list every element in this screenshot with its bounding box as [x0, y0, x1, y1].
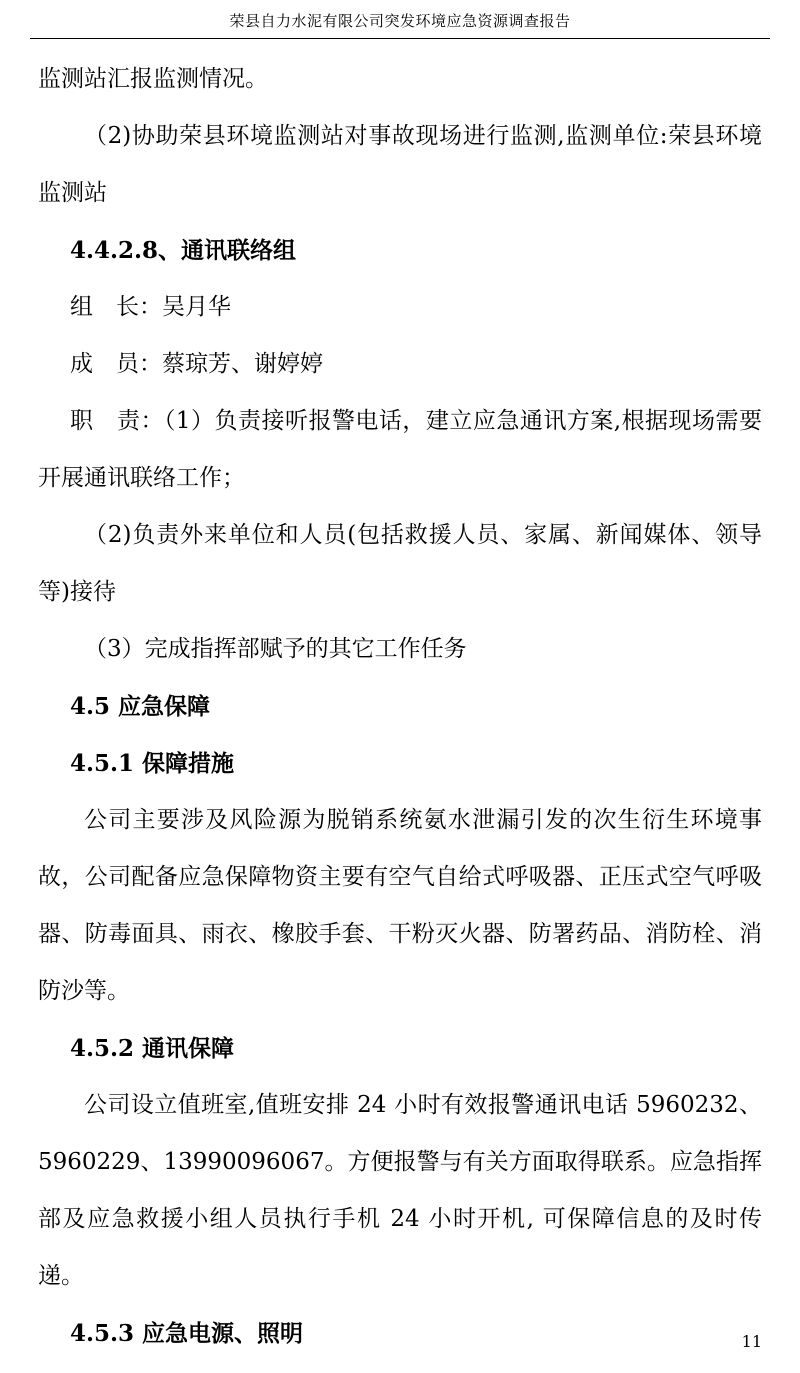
paragraph: 成 员：蔡琼芳、谢婷婷	[70, 351, 323, 377]
paragraph: （3）完成指挥部赋予的其它工作任务	[84, 636, 467, 662]
paragraph: （2)负责外来单位和人员(包括救援人员、家属、新闻媒体、领导等)接待	[38, 522, 762, 605]
page-header	[30, 0, 770, 36]
paragraph: 组 长：吴月华	[70, 294, 231, 320]
page-number: 11	[741, 1332, 762, 1351]
paragraph: 公司设立值班室,值班安排 24 小时有效报警通讯电话 5960232、5960229、13990096067。方便报警与有关方面取得联系。应急指挥部及应急救援小组人员执行手机 24 小时开机, 可保障信息的及时传递。	[38, 1092, 762, 1289]
paragraph: 职 责：（1）负责接听报警电话，建立应急通讯方案,根据现场需要开展通讯联络工作；	[38, 408, 762, 491]
section-heading: 4.5.2 通讯保障	[70, 1035, 235, 1062]
section-heading: 4.5.3 应急电源、照明	[70, 1320, 304, 1347]
header-title: 荣县自力水泥有限公司突发环境应急资源调查报告	[229, 12, 571, 30]
paragraph: （2)协助荣县环境监测站对事故现场进行监测,监测单位:荣县环境监测站	[38, 123, 762, 206]
paragraph: 公司主要涉及风险源为脱销系统氨水泄漏引发的次生衍生环境事故，公司配备应急保障物资主要有空气自给式呼吸器、正压式空气呼吸器、防毒面具、雨衣、橡胶手套、干粉灭火器、防署药品、消防栓、消防沙等。	[38, 807, 762, 1004]
section-heading: 4.5 应急保障	[70, 693, 211, 720]
header-divider	[30, 38, 770, 39]
paragraph: 监测站汇报监测情况。	[38, 66, 268, 92]
document-body	[30, 51, 770, 1362]
section-heading: 4.5.1 保障措施	[70, 750, 235, 777]
section-heading: 4.4.2.8、通讯联络组	[70, 237, 297, 264]
